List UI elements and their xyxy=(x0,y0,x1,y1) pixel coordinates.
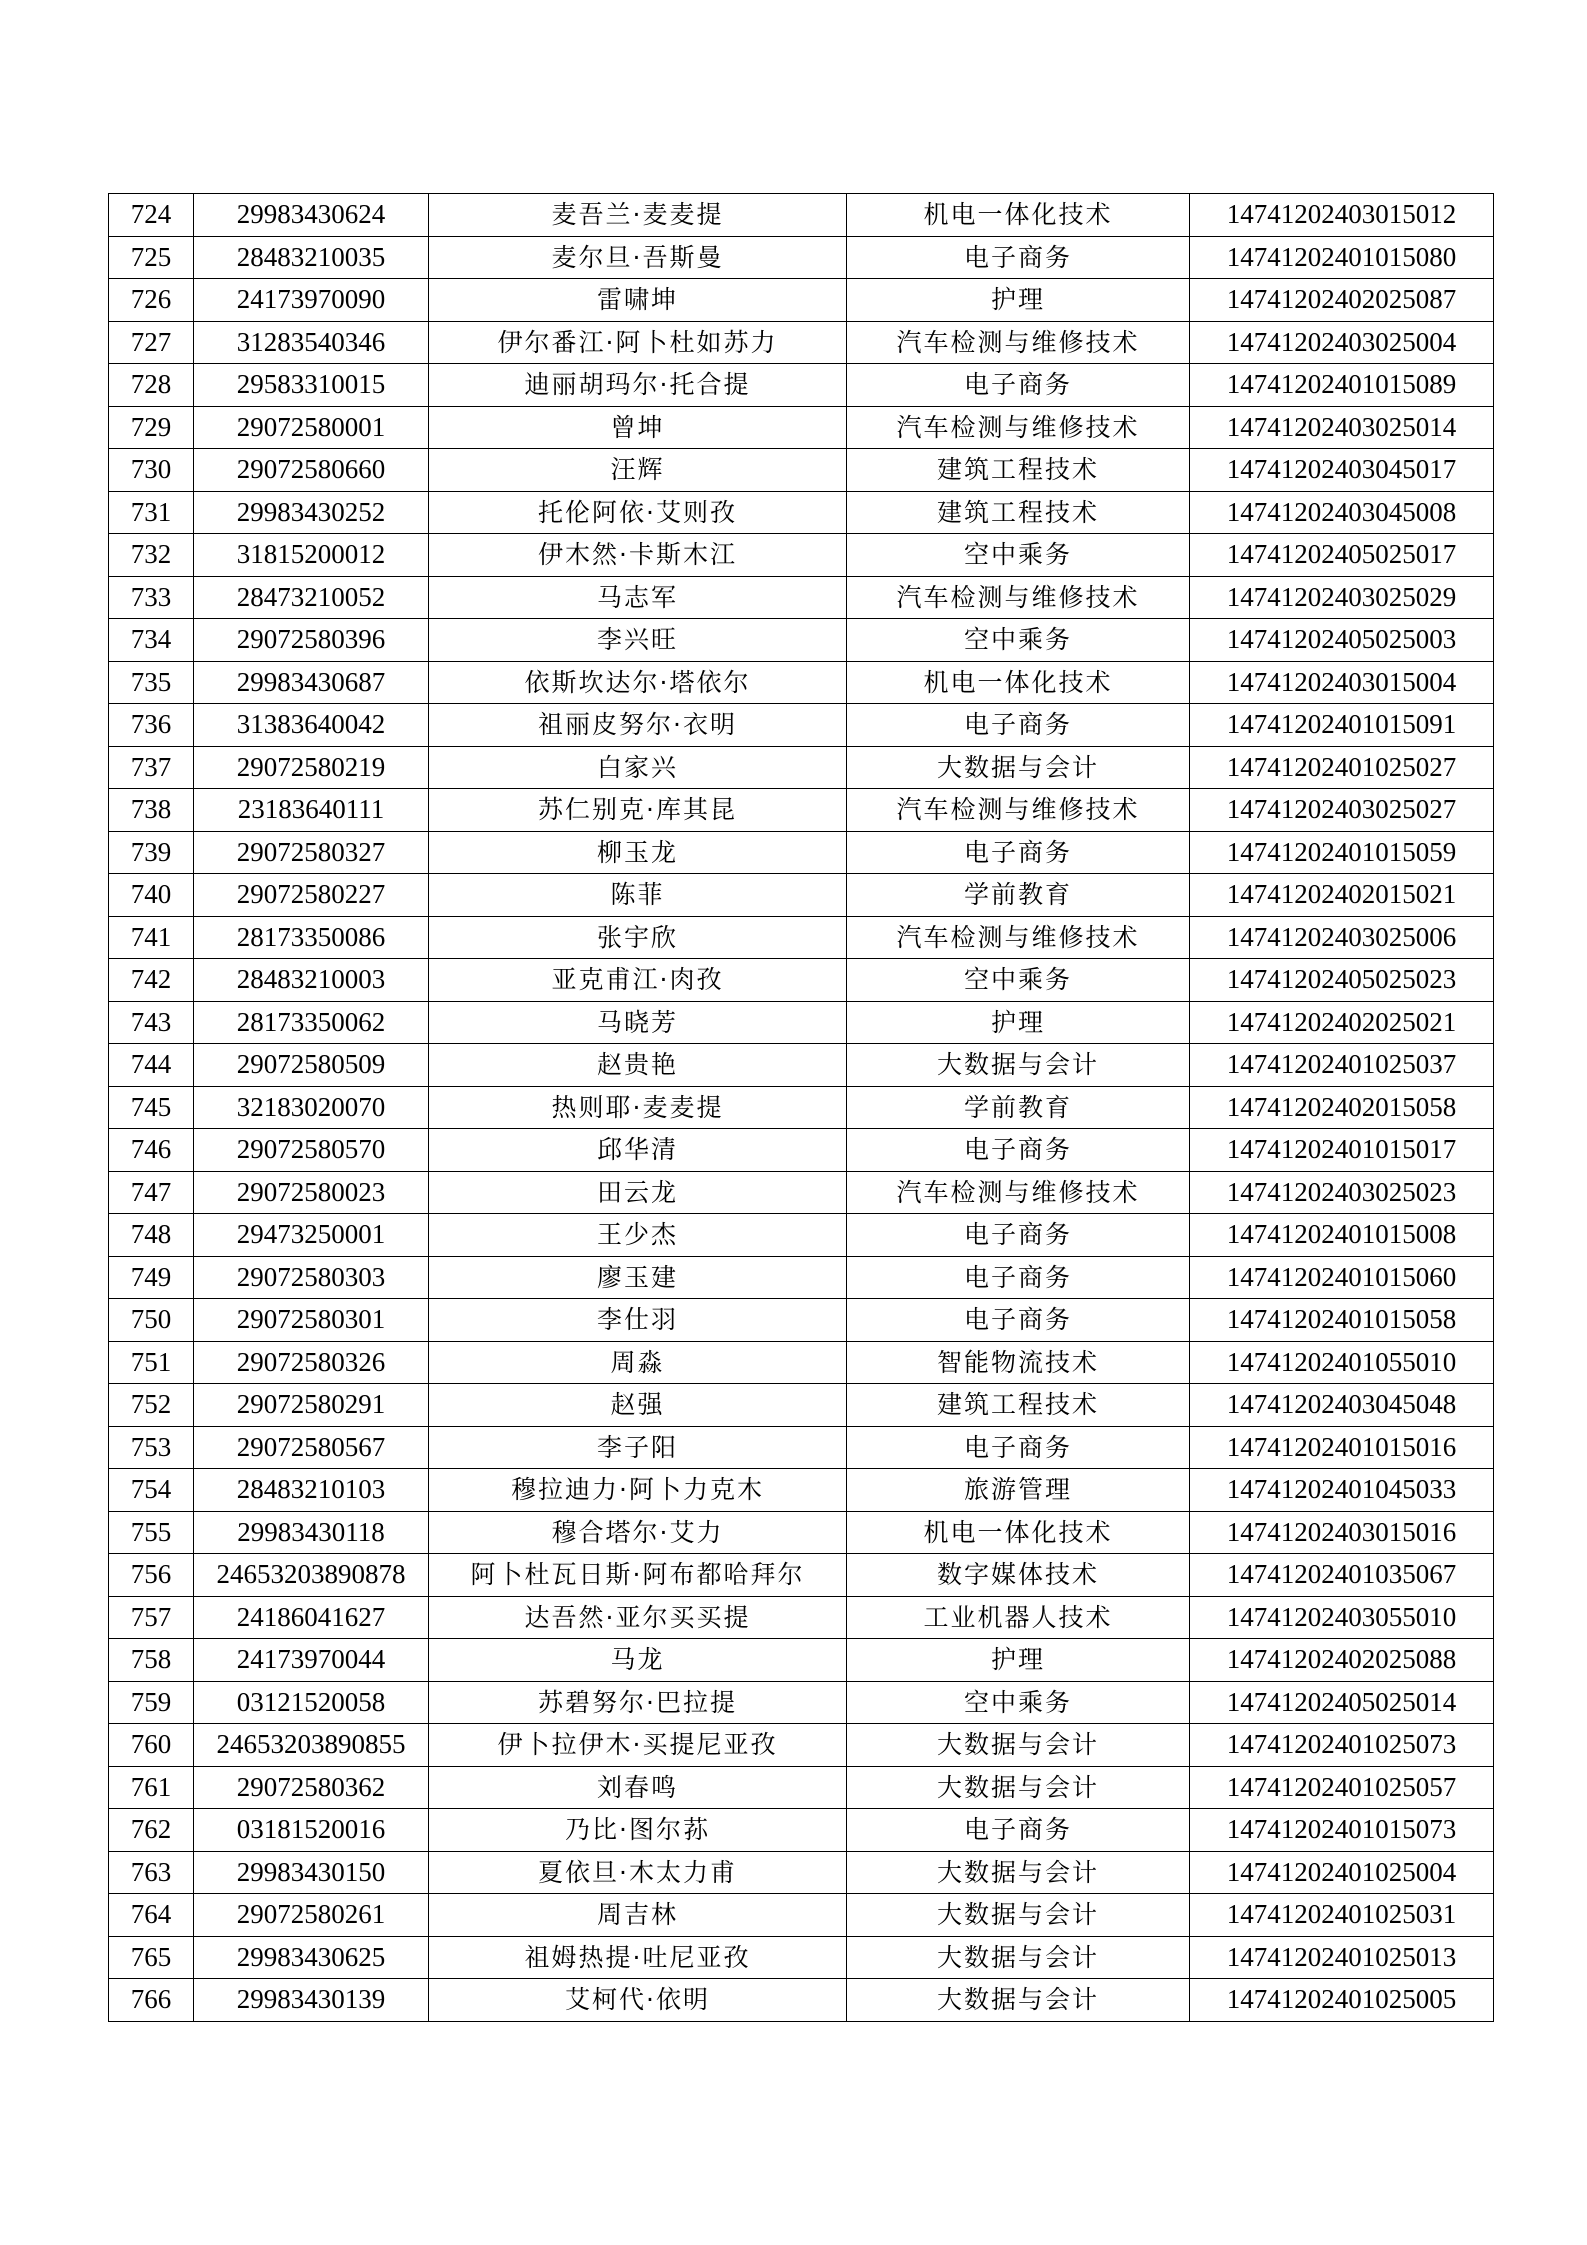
table-row xyxy=(109,1384,1494,1427)
student-number: 14741202403045008 xyxy=(1190,491,1494,534)
student-number: 14741202401045033 xyxy=(1190,1469,1494,1512)
major: 电子商务 xyxy=(847,704,1190,747)
exam-id: 28483210035 xyxy=(194,236,429,279)
row-number: 738 xyxy=(109,789,194,832)
exam-id: 29983430150 xyxy=(194,1851,429,1894)
row-number: 732 xyxy=(109,534,194,577)
exam-id: 29983430118 xyxy=(194,1511,429,1554)
major: 电子商务 xyxy=(847,364,1190,407)
table-row xyxy=(109,959,1494,1002)
student-number: 14741202402025021 xyxy=(1190,1001,1494,1044)
student-number: 14741202403055010 xyxy=(1190,1596,1494,1639)
major: 电子商务 xyxy=(847,1809,1190,1852)
exam-id: 29072580326 xyxy=(194,1341,429,1384)
row-number: 734 xyxy=(109,619,194,662)
table-row xyxy=(109,789,1494,832)
row-number: 728 xyxy=(109,364,194,407)
student-name: 伊卜拉伊木·买提尼亚孜 xyxy=(429,1724,847,1767)
exam-id: 28173350086 xyxy=(194,916,429,959)
student-number: 14741202403045048 xyxy=(1190,1384,1494,1427)
exam-id: 29072580227 xyxy=(194,874,429,917)
student-roster-table xyxy=(108,193,1494,2022)
table-row xyxy=(109,1129,1494,1172)
student-number: 14741202403015004 xyxy=(1190,661,1494,704)
major: 电子商务 xyxy=(847,1426,1190,1469)
student-name: 穆合塔尔·艾力 xyxy=(429,1511,847,1554)
roster-body xyxy=(109,194,1494,2022)
exam-id: 29983430687 xyxy=(194,661,429,704)
student-number: 14741202401025005 xyxy=(1190,1979,1494,2022)
table-row xyxy=(109,746,1494,789)
student-name: 依斯坎达尔·塔依尔 xyxy=(429,661,847,704)
exam-id: 29983430139 xyxy=(194,1979,429,2022)
student-number: 14741202403025023 xyxy=(1190,1171,1494,1214)
major: 机电一体化技术 xyxy=(847,194,1190,237)
student-name: 柳玉龙 xyxy=(429,831,847,874)
exam-id: 29583310015 xyxy=(194,364,429,407)
student-number: 14741202405025023 xyxy=(1190,959,1494,1002)
row-number: 729 xyxy=(109,406,194,449)
major: 大数据与会计 xyxy=(847,1044,1190,1087)
row-number: 746 xyxy=(109,1129,194,1172)
student-name: 赵贵艳 xyxy=(429,1044,847,1087)
row-number: 766 xyxy=(109,1979,194,2022)
row-number: 765 xyxy=(109,1936,194,1979)
row-number: 748 xyxy=(109,1214,194,1257)
exam-id: 32183020070 xyxy=(194,1086,429,1129)
table-row xyxy=(109,449,1494,492)
major: 汽车检测与维修技术 xyxy=(847,916,1190,959)
student-name: 苏仁别克·库其昆 xyxy=(429,789,847,832)
row-number: 744 xyxy=(109,1044,194,1087)
student-number: 14741202403015016 xyxy=(1190,1511,1494,1554)
student-name: 阿卜杜瓦日斯·阿布都哈拜尔 xyxy=(429,1554,847,1597)
table-row xyxy=(109,1936,1494,1979)
student-number: 14741202403025006 xyxy=(1190,916,1494,959)
exam-id: 03121520058 xyxy=(194,1681,429,1724)
student-name: 汪辉 xyxy=(429,449,847,492)
major: 建筑工程技术 xyxy=(847,1384,1190,1427)
student-name: 赵强 xyxy=(429,1384,847,1427)
row-number: 725 xyxy=(109,236,194,279)
table-row xyxy=(109,236,1494,279)
table-row xyxy=(109,1554,1494,1597)
exam-id: 29072580001 xyxy=(194,406,429,449)
row-number: 750 xyxy=(109,1299,194,1342)
student-number: 14741202403025014 xyxy=(1190,406,1494,449)
major: 空中乘务 xyxy=(847,1681,1190,1724)
student-name: 周淼 xyxy=(429,1341,847,1384)
major: 大数据与会计 xyxy=(847,746,1190,789)
table-row xyxy=(109,406,1494,449)
major: 大数据与会计 xyxy=(847,1724,1190,1767)
row-number: 724 xyxy=(109,194,194,237)
table-row xyxy=(109,1766,1494,1809)
exam-id: 29072580291 xyxy=(194,1384,429,1427)
row-number: 741 xyxy=(109,916,194,959)
exam-id: 31283540346 xyxy=(194,321,429,364)
student-number: 14741202401035067 xyxy=(1190,1554,1494,1597)
student-name: 刘春鸣 xyxy=(429,1766,847,1809)
student-name: 周吉林 xyxy=(429,1894,847,1937)
student-number: 14741202403025027 xyxy=(1190,789,1494,832)
row-number: 733 xyxy=(109,576,194,619)
major: 机电一体化技术 xyxy=(847,1511,1190,1554)
student-number: 14741202403045017 xyxy=(1190,449,1494,492)
major: 护理 xyxy=(847,1001,1190,1044)
student-name: 夏依旦·木太力甫 xyxy=(429,1851,847,1894)
student-name: 迪丽胡玛尔·托合提 xyxy=(429,364,847,407)
row-number: 743 xyxy=(109,1001,194,1044)
student-name: 廖玉建 xyxy=(429,1256,847,1299)
student-number: 14741202401025057 xyxy=(1190,1766,1494,1809)
table-row xyxy=(109,661,1494,704)
table-row xyxy=(109,1044,1494,1087)
student-name: 祖丽皮努尔·衣明 xyxy=(429,704,847,747)
student-number: 14741202401015073 xyxy=(1190,1809,1494,1852)
exam-id: 29072580567 xyxy=(194,1426,429,1469)
student-name: 乃比·图尔荪 xyxy=(429,1809,847,1852)
student-number: 14741202401015008 xyxy=(1190,1214,1494,1257)
major: 大数据与会计 xyxy=(847,1936,1190,1979)
row-number: 751 xyxy=(109,1341,194,1384)
major: 电子商务 xyxy=(847,831,1190,874)
student-name: 托伦阿依·艾则孜 xyxy=(429,491,847,534)
table-row xyxy=(109,619,1494,662)
major: 电子商务 xyxy=(847,1129,1190,1172)
student-name: 邱华清 xyxy=(429,1129,847,1172)
table-row xyxy=(109,1341,1494,1384)
row-number: 745 xyxy=(109,1086,194,1129)
table-row xyxy=(109,1256,1494,1299)
major: 大数据与会计 xyxy=(847,1979,1190,2022)
student-number: 14741202403025029 xyxy=(1190,576,1494,619)
major: 旅游管理 xyxy=(847,1469,1190,1512)
row-number: 749 xyxy=(109,1256,194,1299)
major: 智能物流技术 xyxy=(847,1341,1190,1384)
row-number: 753 xyxy=(109,1426,194,1469)
major: 机电一体化技术 xyxy=(847,661,1190,704)
exam-id: 28483210103 xyxy=(194,1469,429,1512)
major: 学前教育 xyxy=(847,1086,1190,1129)
row-number: 736 xyxy=(109,704,194,747)
exam-id: 31383640042 xyxy=(194,704,429,747)
student-name: 穆拉迪力·阿卜力克木 xyxy=(429,1469,847,1512)
exam-id: 29072580261 xyxy=(194,1894,429,1937)
row-number: 731 xyxy=(109,491,194,534)
student-name: 陈菲 xyxy=(429,874,847,917)
student-name: 亚克甫江·肉孜 xyxy=(429,959,847,1002)
student-name: 祖姆热提·吐尼亚孜 xyxy=(429,1936,847,1979)
row-number: 764 xyxy=(109,1894,194,1937)
row-number: 762 xyxy=(109,1809,194,1852)
student-name: 王少杰 xyxy=(429,1214,847,1257)
row-number: 739 xyxy=(109,831,194,874)
exam-id: 29983430625 xyxy=(194,1936,429,1979)
row-number: 763 xyxy=(109,1851,194,1894)
row-number: 761 xyxy=(109,1766,194,1809)
major: 电子商务 xyxy=(847,236,1190,279)
major: 空中乘务 xyxy=(847,534,1190,577)
table-row xyxy=(109,704,1494,747)
exam-id: 28473210052 xyxy=(194,576,429,619)
student-number: 14741202405025014 xyxy=(1190,1681,1494,1724)
major: 大数据与会计 xyxy=(847,1894,1190,1937)
student-number: 14741202401015080 xyxy=(1190,236,1494,279)
student-name: 苏碧努尔·巴拉提 xyxy=(429,1681,847,1724)
student-number: 14741202402025087 xyxy=(1190,279,1494,322)
exam-id: 24653203890878 xyxy=(194,1554,429,1597)
student-number: 14741202401015091 xyxy=(1190,704,1494,747)
student-number: 14741202401025013 xyxy=(1190,1936,1494,1979)
student-name: 伊木然·卡斯木江 xyxy=(429,534,847,577)
table-row xyxy=(109,831,1494,874)
student-number: 14741202401015017 xyxy=(1190,1129,1494,1172)
student-number: 14741202401015016 xyxy=(1190,1426,1494,1469)
student-number: 14741202403025004 xyxy=(1190,321,1494,364)
row-number: 742 xyxy=(109,959,194,1002)
student-number: 14741202401025027 xyxy=(1190,746,1494,789)
row-number: 754 xyxy=(109,1469,194,1512)
student-name: 李子阳 xyxy=(429,1426,847,1469)
student-number: 14741202401025037 xyxy=(1190,1044,1494,1087)
row-number: 760 xyxy=(109,1724,194,1767)
student-number: 14741202401025031 xyxy=(1190,1894,1494,1937)
exam-id: 29983430624 xyxy=(194,194,429,237)
row-number: 737 xyxy=(109,746,194,789)
major: 电子商务 xyxy=(847,1214,1190,1257)
major: 建筑工程技术 xyxy=(847,491,1190,534)
exam-id: 03181520016 xyxy=(194,1809,429,1852)
exam-id: 28483210003 xyxy=(194,959,429,1002)
major: 汽车检测与维修技术 xyxy=(847,576,1190,619)
row-number: 740 xyxy=(109,874,194,917)
major: 护理 xyxy=(847,1639,1190,1682)
exam-id: 29072580660 xyxy=(194,449,429,492)
student-number: 14741202405025017 xyxy=(1190,534,1494,577)
student-name: 曾坤 xyxy=(429,406,847,449)
exam-id: 24173970090 xyxy=(194,279,429,322)
exam-id: 29072580362 xyxy=(194,1766,429,1809)
table-row xyxy=(109,576,1494,619)
major: 汽车检测与维修技术 xyxy=(847,406,1190,449)
student-number: 14741202401025073 xyxy=(1190,1724,1494,1767)
exam-id: 29072580303 xyxy=(194,1256,429,1299)
row-number: 727 xyxy=(109,321,194,364)
table-row xyxy=(109,364,1494,407)
student-name: 达吾然·亚尔买买提 xyxy=(429,1596,847,1639)
student-name: 张宇欣 xyxy=(429,916,847,959)
table-row xyxy=(109,1681,1494,1724)
major: 建筑工程技术 xyxy=(847,449,1190,492)
table-row xyxy=(109,1299,1494,1342)
student-name: 白家兴 xyxy=(429,746,847,789)
exam-id: 29072580570 xyxy=(194,1129,429,1172)
student-name: 马晓芳 xyxy=(429,1001,847,1044)
student-number: 14741202402025088 xyxy=(1190,1639,1494,1682)
exam-id: 28173350062 xyxy=(194,1001,429,1044)
table-row xyxy=(109,916,1494,959)
table-row xyxy=(109,279,1494,322)
table-row xyxy=(109,1851,1494,1894)
student-name: 麦尔旦·吾斯曼 xyxy=(429,236,847,279)
table-row xyxy=(109,1809,1494,1852)
student-number: 14741202401015058 xyxy=(1190,1299,1494,1342)
table-row xyxy=(109,534,1494,577)
exam-id: 24653203890855 xyxy=(194,1724,429,1767)
major: 学前教育 xyxy=(847,874,1190,917)
table-row xyxy=(109,1426,1494,1469)
exam-id: 29072580301 xyxy=(194,1299,429,1342)
major: 汽车检测与维修技术 xyxy=(847,321,1190,364)
exam-id: 29983430252 xyxy=(194,491,429,534)
exam-id: 24173970044 xyxy=(194,1639,429,1682)
row-number: 756 xyxy=(109,1554,194,1597)
table-row xyxy=(109,1724,1494,1767)
major: 电子商务 xyxy=(847,1299,1190,1342)
student-number: 14741202401055010 xyxy=(1190,1341,1494,1384)
major: 工业机器人技术 xyxy=(847,1596,1190,1639)
student-name: 马志军 xyxy=(429,576,847,619)
student-name: 热则耶·麦麦提 xyxy=(429,1086,847,1129)
student-name: 雷啸坤 xyxy=(429,279,847,322)
student-number: 14741202401025004 xyxy=(1190,1851,1494,1894)
table-row xyxy=(109,1001,1494,1044)
student-number: 14741202401015059 xyxy=(1190,831,1494,874)
table-row xyxy=(109,1894,1494,1937)
major: 汽车检测与维修技术 xyxy=(847,789,1190,832)
row-number: 759 xyxy=(109,1681,194,1724)
table-row xyxy=(109,194,1494,237)
table-row xyxy=(109,874,1494,917)
row-number: 730 xyxy=(109,449,194,492)
row-number: 726 xyxy=(109,279,194,322)
exam-id: 24186041627 xyxy=(194,1596,429,1639)
student-number: 14741202401015089 xyxy=(1190,364,1494,407)
student-name: 李兴旺 xyxy=(429,619,847,662)
student-name: 艾柯代·依明 xyxy=(429,1979,847,2022)
exam-id: 29072580327 xyxy=(194,831,429,874)
table-row xyxy=(109,1214,1494,1257)
exam-id: 29072580509 xyxy=(194,1044,429,1087)
row-number: 755 xyxy=(109,1511,194,1554)
table-row xyxy=(109,491,1494,534)
table-row xyxy=(109,1171,1494,1214)
exam-id: 29072580219 xyxy=(194,746,429,789)
student-number: 14741202403015012 xyxy=(1190,194,1494,237)
table-row xyxy=(109,1979,1494,2022)
student-name: 伊尔番江·阿卜杜如苏力 xyxy=(429,321,847,364)
student-number: 14741202401015060 xyxy=(1190,1256,1494,1299)
table-row xyxy=(109,1086,1494,1129)
table-row xyxy=(109,1639,1494,1682)
exam-id: 31815200012 xyxy=(194,534,429,577)
table-row xyxy=(109,1596,1494,1639)
major: 空中乘务 xyxy=(847,959,1190,1002)
table-row xyxy=(109,321,1494,364)
student-name: 马龙 xyxy=(429,1639,847,1682)
exam-id: 29072580023 xyxy=(194,1171,429,1214)
major: 汽车检测与维修技术 xyxy=(847,1171,1190,1214)
major: 护理 xyxy=(847,279,1190,322)
exam-id: 29473250001 xyxy=(194,1214,429,1257)
row-number: 735 xyxy=(109,661,194,704)
exam-id: 23183640111 xyxy=(194,789,429,832)
row-number: 752 xyxy=(109,1384,194,1427)
major: 电子商务 xyxy=(847,1256,1190,1299)
student-name: 田云龙 xyxy=(429,1171,847,1214)
major: 大数据与会计 xyxy=(847,1766,1190,1809)
exam-id: 29072580396 xyxy=(194,619,429,662)
major: 数字媒体技术 xyxy=(847,1554,1190,1597)
table-row xyxy=(109,1469,1494,1512)
student-name: 麦吾兰·麦麦提 xyxy=(429,194,847,237)
student-name: 李仕羽 xyxy=(429,1299,847,1342)
student-number: 14741202402015058 xyxy=(1190,1086,1494,1129)
student-number: 14741202405025003 xyxy=(1190,619,1494,662)
student-number: 14741202402015021 xyxy=(1190,874,1494,917)
row-number: 758 xyxy=(109,1639,194,1682)
major: 空中乘务 xyxy=(847,619,1190,662)
row-number: 757 xyxy=(109,1596,194,1639)
major: 大数据与会计 xyxy=(847,1851,1190,1894)
table-row xyxy=(109,1511,1494,1554)
row-number: 747 xyxy=(109,1171,194,1214)
